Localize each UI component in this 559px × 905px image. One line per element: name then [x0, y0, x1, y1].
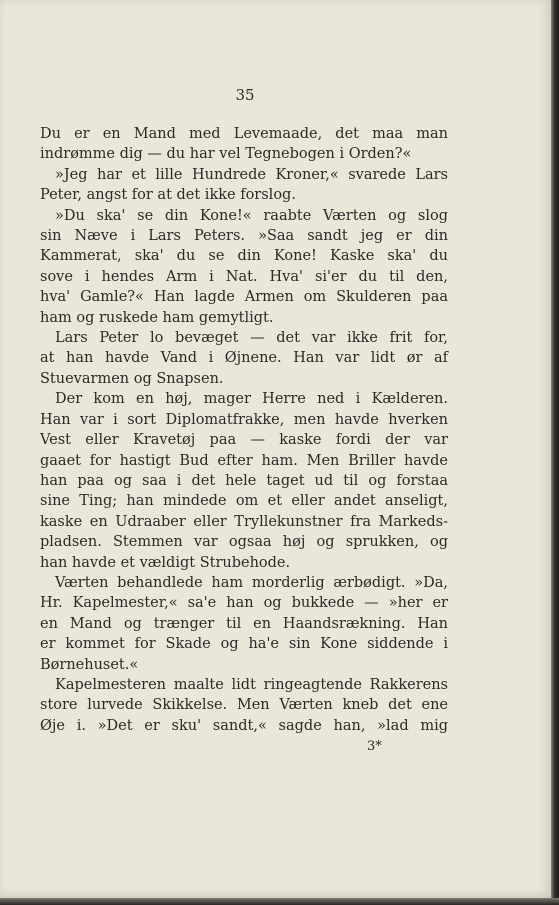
- text-line: han havde et vældigt Strubehode.: [40, 554, 291, 571]
- text-line: Han var i sort Diplomatfrakke, men havde hverken: [40, 411, 448, 428]
- text-line: Øje i. »Det er sku' sandt,« sagde han, »lad mig: [40, 717, 448, 734]
- text-line: Vest eller Kravetøj paa — kaske fordi der var: [40, 432, 448, 449]
- text-line: en Mand og trænger til en Haandsrækning. Han: [40, 615, 448, 632]
- text-line: Peter, angst for at det ikke forslog.: [40, 187, 296, 204]
- signature-mark: 3*: [367, 739, 382, 754]
- text-line: Værten behandlede ham morderlig ærbødigt. »Da,: [55, 574, 448, 591]
- text-line: Stuevarmen og Snapsen.: [40, 370, 224, 387]
- text-line: Lars Peter lo bevæget — det var ikke frit for,: [55, 330, 448, 347]
- text-line: Kammerat, ska' du se din Kone! Kaske ska' du: [40, 248, 448, 265]
- text-line: Kapelmesteren maalte lidt ringeagtende Rakkerens: [55, 676, 448, 693]
- page-number: 35: [235, 86, 255, 104]
- text-line: han paa og saa i det hele taget ud til og forstaa: [40, 472, 448, 489]
- text-line: gaaet for hastigt Bud efter ham. Men Briller havde: [40, 452, 448, 469]
- text-line: Der kom en høj, mager Herre ned i Kælderen.: [55, 391, 448, 408]
- text-line: sin Næve i Lars Peters. »Saa sandt jeg er din: [40, 228, 448, 245]
- text-line: kaske en Udraaber eller Tryllekunstner fra Markeds-: [40, 513, 448, 530]
- text-line: indrømme dig — du har vel Tegnebogen i Orden?«: [40, 146, 412, 163]
- text-line: at han havde Vand i Øjnene. Han var lidt ør af: [40, 350, 448, 367]
- text-line: hva' Gamle?« Han lagde Armen om Skulderen paa: [40, 289, 448, 306]
- text-line: ham og ruskede ham gemytligt.: [40, 309, 274, 326]
- page-edge-right: [551, 0, 559, 905]
- page-edge-bottom: [0, 898, 559, 905]
- body-text: [40, 124, 448, 736]
- text-line: sove i hendes Arm i Nat. Hva' si'er du til den,: [40, 268, 448, 285]
- text-line: »Du ska' se din Kone!« raabte Værten og slog: [55, 207, 448, 224]
- text-line: Børnehuset.«: [40, 656, 139, 673]
- text-line: sine Ting; han mindede om et eller andet anseligt,: [40, 493, 448, 510]
- text-line: er kommet for Skade og ha'e sin Kone siddende i: [40, 636, 448, 653]
- text-line: pladsen. Stemmen var ogsaa høj og sprukken, og: [40, 534, 448, 551]
- text-line: »Jeg har et lille Hundrede Kroner,« svarede Lars: [55, 166, 448, 183]
- text-line: Du er en Mand med Levemaade, det maa man: [40, 126, 448, 142]
- text-line: store lurvede Skikkelse. Men Værten kneb det ene: [40, 697, 448, 714]
- text-line: Hr. Kapelmester,« sa'e han og bukkede — »her er: [40, 595, 448, 612]
